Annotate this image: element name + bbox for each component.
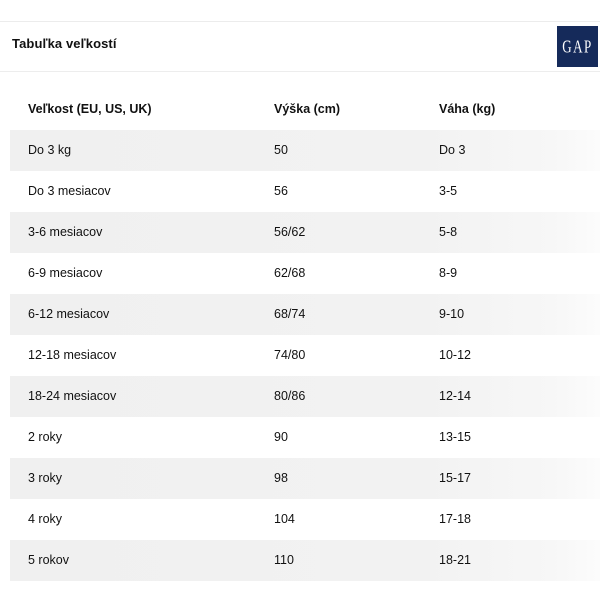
height-cell: 68/74: [274, 307, 306, 321]
height-cell: 110: [274, 553, 294, 567]
size-cell: 12-18 mesiacov: [28, 348, 117, 362]
column-header-size: Veľkost (EU, US, UK): [28, 102, 152, 116]
weight-cell: 13-15: [439, 430, 471, 444]
height-cell: 74/80: [274, 348, 306, 362]
header: [0, 22, 600, 70]
table-row: [10, 253, 600, 294]
table-row: [10, 212, 600, 253]
height-cell: 62/68: [274, 266, 306, 280]
table-row: [10, 458, 600, 499]
table-row: [10, 540, 600, 581]
weight-cell: 8-9: [439, 266, 458, 280]
height-cell: 80/86: [274, 389, 306, 403]
weight-cell: 12-14: [439, 389, 471, 403]
table-row: [10, 294, 600, 335]
table-row: [10, 417, 600, 458]
height-cell: 98: [274, 471, 288, 485]
size-cell: 3-6 mesiacov: [28, 225, 103, 239]
weight-cell: 17-18: [439, 512, 471, 526]
size-cell: 6-12 mesiacov: [28, 307, 110, 321]
column-header-height: Výška (cm): [274, 102, 341, 116]
size-cell: 18-24 mesiacov: [28, 389, 117, 403]
size-cell: Do 3 kg: [28, 143, 72, 157]
height-cell: 56: [274, 184, 288, 198]
size-cell: Do 3 mesiacov: [28, 184, 111, 198]
table-row: [10, 130, 600, 171]
weight-cell: 3-5: [439, 184, 458, 198]
gap-logo: [557, 26, 598, 67]
table-row: [10, 171, 600, 212]
column-header-weight: Váha (kg): [439, 102, 496, 116]
weight-cell: Do 3: [439, 143, 466, 157]
page-title: Tabuľka veľkostí: [12, 36, 117, 51]
table-header-row: [10, 89, 600, 130]
size-cell: 2 roky: [28, 430, 63, 444]
height-cell: 50: [274, 143, 288, 157]
weight-cell: 15-17: [439, 471, 471, 485]
weight-cell: 18-21: [439, 553, 471, 567]
size-cell: 3 roky: [28, 471, 63, 485]
height-cell: 90: [274, 430, 288, 444]
size-cell: 5 rokov: [28, 553, 69, 567]
weight-cell: 5-8: [439, 225, 458, 239]
size-table: [10, 89, 600, 581]
size-cell: 6-9 mesiacov: [28, 266, 103, 280]
weight-cell: 9-10: [439, 307, 465, 321]
logo-text: GAP: [562, 35, 593, 56]
table-row: [10, 376, 600, 417]
table-row: [10, 499, 600, 540]
height-cell: 104: [274, 512, 295, 526]
height-cell: 56/62: [274, 225, 306, 239]
header-bottom-divider: [0, 71, 600, 72]
table-row: [10, 335, 600, 376]
weight-cell: 10-12: [439, 348, 471, 362]
size-cell: 4 roky: [28, 512, 63, 526]
